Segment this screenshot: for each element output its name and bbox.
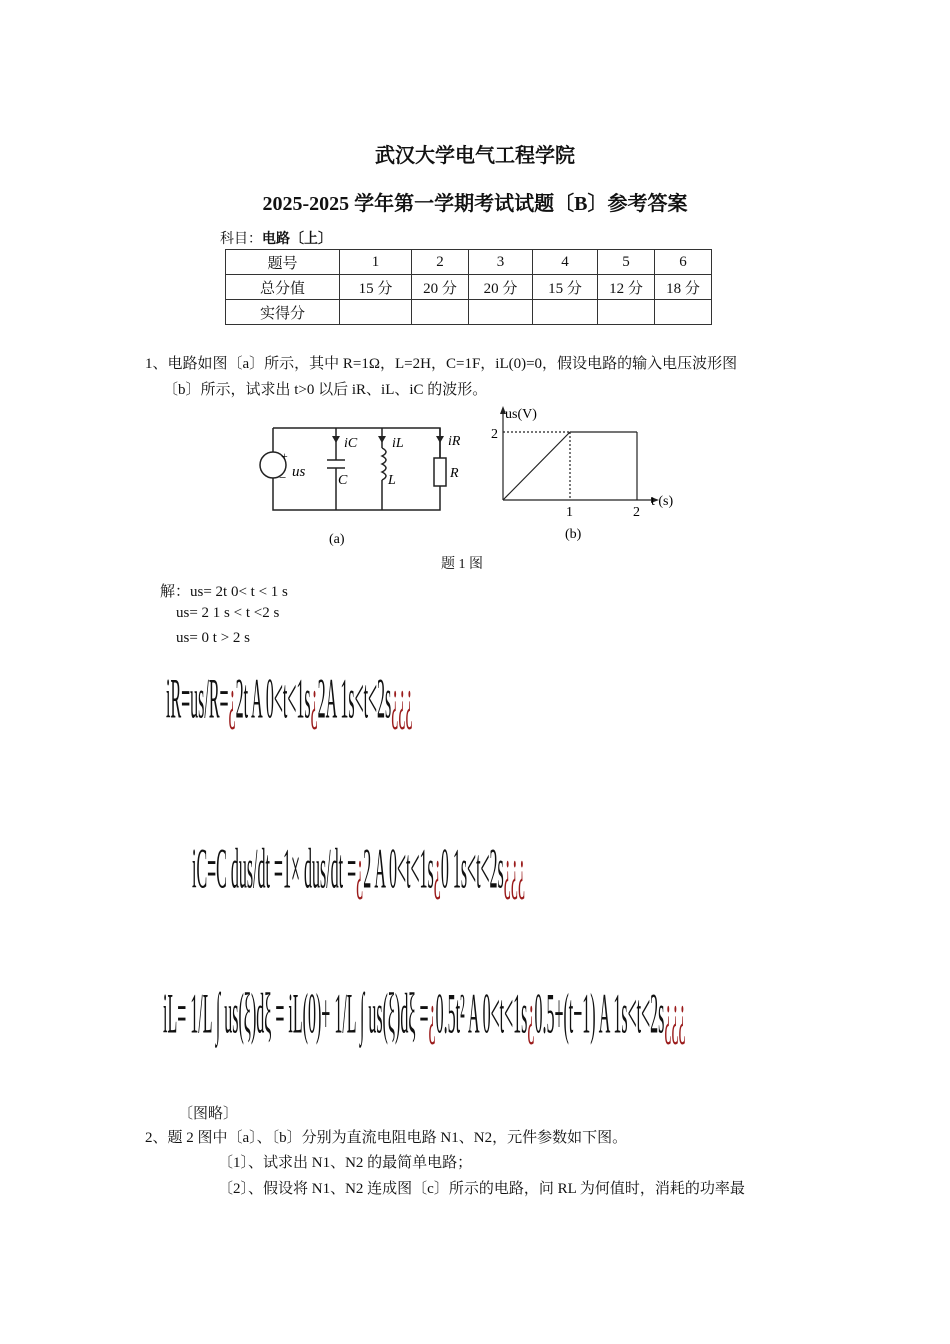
source-label: us bbox=[292, 464, 306, 480]
table-cell: 5 bbox=[598, 250, 655, 275]
table-cell bbox=[655, 300, 712, 325]
figure-omitted-note: 〔图略〕 bbox=[178, 1106, 239, 1122]
table-cell: 20 分 bbox=[412, 275, 469, 300]
ic-case1: 2 A 0<t<1s bbox=[363, 835, 434, 900]
ir-lhs: iR=us/R= bbox=[166, 665, 229, 730]
table-cell: 12 分 bbox=[598, 275, 655, 300]
brace-glyph: ¿ bbox=[428, 980, 436, 1045]
y-tick-2: 2 bbox=[491, 427, 498, 442]
x-axis-label: t (s) bbox=[651, 494, 674, 509]
table-cell: 4 bbox=[533, 250, 598, 275]
circuit-diagram-a bbox=[250, 420, 460, 550]
table-cell: 18 分 bbox=[655, 275, 712, 300]
q2-text-line1: 2、题 2 图中〔a〕、〔b〕分别为直流电阻电路 N1、N2，元件参数如下图。 bbox=[145, 1130, 628, 1146]
ir-formula bbox=[166, 665, 413, 732]
r-label: R bbox=[450, 466, 459, 481]
table-row bbox=[226, 250, 712, 275]
l-label: L bbox=[388, 473, 396, 488]
table-cell: 3 bbox=[469, 250, 533, 275]
brace-glyph: ¿ bbox=[527, 980, 535, 1045]
il-case1: 0.5t² A 0<t<1s bbox=[435, 980, 528, 1045]
ir-case1: 2t A 0<t<1s bbox=[235, 665, 311, 730]
brace-tail: ¿¿¿ bbox=[503, 835, 526, 900]
solution-line2: us= 2 1 s < t <2 s bbox=[176, 605, 280, 621]
table-cell bbox=[533, 300, 598, 325]
score-table bbox=[225, 249, 712, 325]
table-row bbox=[226, 300, 712, 325]
brace-tail: ¿¿¿ bbox=[391, 665, 413, 730]
q2-text-line3: 〔2〕、假设将 N1、N2 连成图〔c〕所示的电路，问 RL 为何值时，消耗的功率最 bbox=[218, 1181, 745, 1197]
brace-glyph: ¿ bbox=[433, 835, 441, 900]
table-cell bbox=[340, 300, 412, 325]
table-cell: 实得分 bbox=[226, 300, 340, 325]
table-cell bbox=[412, 300, 469, 325]
ic-label: iC bbox=[344, 436, 358, 451]
waveform-diagram-b bbox=[485, 402, 695, 547]
subject-label: 科目： bbox=[220, 232, 262, 247]
table-row bbox=[226, 275, 712, 300]
table-cell: 6 bbox=[655, 250, 712, 275]
q1-text-line1: 1、电路如图〔a〕所示，其中 R=1Ω，L=2H，C=1F，iL(0)=0，假设电路的输入电压波形图 bbox=[145, 356, 738, 372]
il-label: iL bbox=[392, 436, 404, 451]
x-tick-1: 1 bbox=[566, 505, 573, 520]
brace-tail: ¿¿¿ bbox=[664, 980, 686, 1045]
il-formula bbox=[163, 980, 686, 1047]
exam-title: 2025-2025 学年第一学期考试试题〔B〕参考答案 bbox=[262, 193, 688, 215]
brace-glyph: ¿ bbox=[228, 665, 236, 730]
subject-value: 电路〔上〕 bbox=[262, 232, 332, 247]
minus-sign: − bbox=[279, 470, 287, 485]
fig-a-label: (a) bbox=[329, 532, 345, 547]
ir-case2: 2A 1s<t<2s bbox=[317, 665, 392, 730]
table-cell: 15 分 bbox=[340, 275, 412, 300]
ic-lhs: iC=C dus/dt =1× dus/dt = bbox=[192, 835, 357, 900]
x-tick-2: 2 bbox=[633, 505, 640, 520]
ic-case2: 0 1s<t<2s bbox=[440, 835, 504, 900]
il-case2: 0.5+(t−1) A 1s<t<2s bbox=[534, 980, 665, 1045]
fig-b-label: (b) bbox=[565, 527, 582, 542]
table-cell: 1 bbox=[340, 250, 412, 275]
table-cell: 题号 bbox=[226, 250, 340, 275]
c-label: C bbox=[338, 473, 348, 488]
page-title: 武汉大学电气工程学院 bbox=[375, 145, 575, 167]
solution-line3: us= 0 t > 2 s bbox=[176, 630, 251, 646]
ic-formula bbox=[192, 835, 525, 902]
table-cell: 总分值 bbox=[226, 275, 340, 300]
table-cell: 20 分 bbox=[469, 275, 533, 300]
table-cell: 15 分 bbox=[533, 275, 598, 300]
table-cell bbox=[469, 300, 533, 325]
brace-glyph: ¿ bbox=[310, 665, 318, 730]
brace-glyph: ¿ bbox=[356, 835, 364, 900]
subject-line bbox=[220, 228, 332, 248]
solution-line1: 解：us= 2t 0< t < 1 s bbox=[160, 584, 288, 600]
q2-text-line2: 〔1〕、试求出 N1、N2 的最简单电路； bbox=[218, 1155, 473, 1171]
figure-caption: 题 1 图 bbox=[441, 557, 483, 572]
table-cell: 2 bbox=[412, 250, 469, 275]
plus-sign: + bbox=[281, 449, 288, 463]
y-axis-label: us(V) bbox=[505, 407, 537, 422]
table-cell bbox=[598, 300, 655, 325]
q1-text-line2: 〔b〕所示，试求出 t>0 以后 iR、iL、iC 的波形。 bbox=[163, 382, 488, 398]
il-lhs: iL= 1/L ∫ us(ξ)dξ = iL(0)+ 1/L ∫ us(ξ)dξ = bbox=[163, 980, 429, 1045]
ir-label: iR bbox=[448, 434, 460, 449]
